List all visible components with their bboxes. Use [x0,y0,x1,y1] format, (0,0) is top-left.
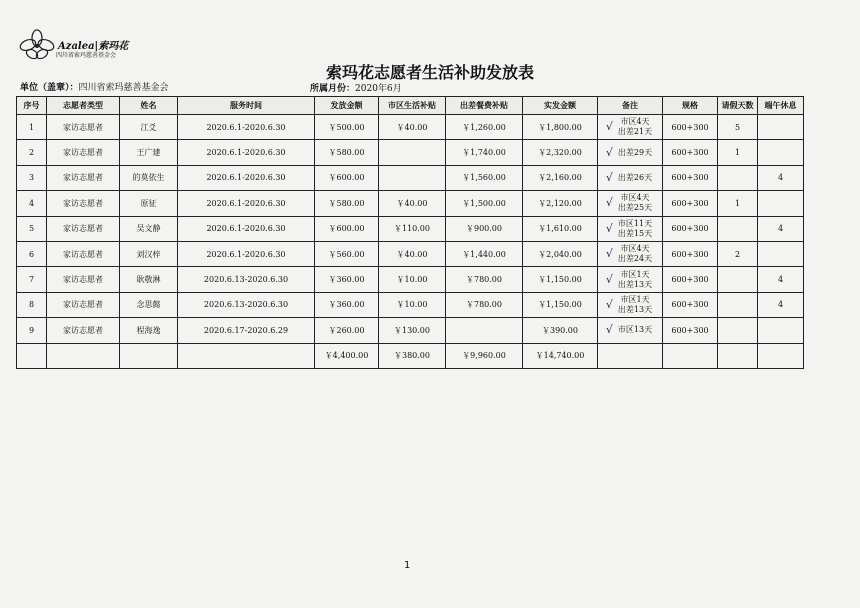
total-amount: ￥4,400.00 [315,343,379,368]
note-line: 出差13天 [617,279,653,289]
cell-city-subsidy: ￥130.00 [379,318,446,343]
cell-actual-amount: ￥1,150.00 [523,292,598,317]
note-line: 出差29天 [617,147,653,157]
cell-actual-amount: ￥390.00 [523,318,598,343]
period-label: 所属月份： [310,84,356,94]
cell-holiday-rest: 4 [758,216,804,241]
check-mark-icon: √ [605,272,613,286]
brand-name: Azalea|索玛花 [58,41,129,52]
note-line: 市区13天 [617,325,653,335]
note-content [605,244,653,264]
table-row [17,115,804,140]
cell-leave-days [718,216,758,241]
note-content [605,294,653,315]
cell-note [598,115,663,140]
cell-note [598,267,663,292]
col-header: 请假天数 [718,97,758,115]
check-mark-icon: √ [605,145,613,159]
cell-actual-amount: ￥2,040.00 [523,241,598,266]
period-line [310,81,402,94]
cell-note [598,318,663,343]
cell-note [598,292,663,317]
page-number: 1 [404,560,411,571]
note-line: 市区1天 [620,294,650,304]
cell-actual-amount: ￥2,160.00 [523,165,598,190]
cell-note [598,191,663,216]
note-content [605,269,653,290]
table-row [17,191,804,216]
cell-travel-subsidy: ￥1,500.00 [446,191,523,216]
cell-leave-days: 1 [718,191,758,216]
cell-travel-subsidy: ￥1,260.00 [446,115,523,140]
cell-name: 原征 [120,191,178,216]
cell-name: 王广建 [120,140,178,165]
cell-service-period: 2020.6.1-2020.6.30 [178,140,315,165]
total-empty-cell [663,343,718,368]
table-body [17,115,804,369]
cell-name: 的莫依生 [120,165,178,190]
total-travel: ￥9,960.00 [446,343,523,368]
cell-amount: ￥600.00 [315,165,379,190]
total-city: ￥380.00 [379,343,446,368]
cell-seq: 7 [17,267,47,292]
total-empty-cell [120,343,178,368]
note-content [605,323,653,337]
cell-name: 念思懿 [120,292,178,317]
note-content [605,218,653,239]
cell-volunteer-type: 家访志愿者 [47,241,120,266]
cell-seq: 5 [17,216,47,241]
subsidy-table [16,96,804,369]
cell-holiday-rest [758,140,804,165]
cell-seq: 4 [17,191,47,216]
period-value: 2020年6月 [355,84,402,94]
cell-holiday-rest [758,241,804,266]
cell-city-subsidy: ￥110.00 [379,216,446,241]
note-line: 市区4天 [620,193,650,203]
cell-spec: 600+300 [663,216,718,241]
cell-travel-subsidy: ￥900.00 [446,216,523,241]
cell-name: 程海逸 [120,318,178,343]
check-mark-icon: √ [605,247,613,261]
cell-travel-subsidy [446,318,523,343]
cell-service-period: 2020.6.13-2020.6.30 [178,267,315,292]
cell-service-period: 2020.6.1-2020.6.30 [178,241,315,266]
note-line: 出差21天 [617,127,653,137]
cell-travel-subsidy: ￥1,740.00 [446,140,523,165]
cell-leave-days: 2 [718,241,758,266]
brand-logo [18,28,138,62]
note-line: 出差24天 [617,254,653,264]
cell-city-subsidy [379,165,446,190]
cell-volunteer-type: 家访志愿者 [47,292,120,317]
note-line: 市区11天 [617,218,653,228]
table-row [17,140,804,165]
cell-volunteer-type: 家访志愿者 [47,165,120,190]
cell-holiday-rest [758,318,804,343]
cell-volunteer-type: 家访志愿者 [47,216,120,241]
cell-service-period: 2020.6.1-2020.6.30 [178,115,315,140]
cell-volunteer-type: 家访志愿者 [47,267,120,292]
cell-note [598,140,663,165]
table-row [17,216,804,241]
brand-subtitle: 四川省索玛慈善基金会 [56,52,117,59]
cell-volunteer-type: 家访志愿者 [47,318,120,343]
cell-volunteer-type: 家访志愿者 [47,140,120,165]
cell-name: 江爻 [120,115,178,140]
cell-leave-days [718,267,758,292]
cell-seq: 6 [17,241,47,266]
note-line: 出差25天 [617,203,653,213]
cell-city-subsidy: ￥40.00 [379,241,446,266]
cell-spec: 600+300 [663,241,718,266]
check-mark-icon: √ [605,221,613,235]
col-header: 出差餐费补贴 [446,97,523,115]
cell-spec: 600+300 [663,267,718,292]
total-actual: ￥14,740.00 [523,343,598,368]
note-content [605,117,653,137]
cell-note [598,216,663,241]
cell-leave-days [718,318,758,343]
col-header: 姓名 [120,97,178,115]
cell-travel-subsidy: ￥1,560.00 [446,165,523,190]
cell-amount: ￥580.00 [315,140,379,165]
cell-seq: 3 [17,165,47,190]
table-row [17,267,804,292]
cell-travel-subsidy: ￥1,440.00 [446,241,523,266]
col-header: 志愿者类型 [47,97,120,115]
cell-service-period: 2020.6.17-2020.6.29 [178,318,315,343]
table-row [17,292,804,317]
cell-actual-amount: ￥1,150.00 [523,267,598,292]
col-header: 端午休息 [758,97,804,115]
unit-value: 四川省索玛慈善基金会 [78,83,169,93]
cell-amount: ￥580.00 [315,191,379,216]
cell-name: 吴文静 [120,216,178,241]
cell-leave-days [718,165,758,190]
col-header: 服务时间 [178,97,315,115]
cell-travel-subsidy: ￥780.00 [446,292,523,317]
col-header: 规格 [663,97,718,115]
cell-service-period: 2020.6.1-2020.6.30 [178,191,315,216]
check-mark-icon: √ [605,297,613,311]
cell-actual-amount: ￥2,120.00 [523,191,598,216]
total-empty-cell [718,343,758,368]
cell-spec: 600+300 [663,191,718,216]
cell-service-period: 2020.6.1-2020.6.30 [178,165,315,190]
totals-row [17,343,804,368]
cell-service-period: 2020.6.1-2020.6.30 [178,216,315,241]
document-title: 索玛花志愿者生活补助发放表 [325,63,534,82]
col-header: 序号 [17,97,47,115]
cell-seq: 2 [17,140,47,165]
cell-note [598,241,663,266]
note-line: 市区1天 [620,269,650,279]
cell-amount: ￥560.00 [315,241,379,266]
cell-actual-amount: ￥1,800.00 [523,115,598,140]
check-mark-icon: √ [605,196,613,210]
col-header: 发放金额 [315,97,379,115]
cell-travel-subsidy: ￥780.00 [446,267,523,292]
cell-holiday-rest [758,191,804,216]
note-line: 市区4天 [620,117,650,127]
cell-leave-days [718,292,758,317]
col-header: 市区生活补贴 [379,97,446,115]
note-line: 出差13天 [617,304,653,314]
cell-actual-amount: ￥2,320.00 [523,140,598,165]
note-content [605,170,653,184]
cell-holiday-rest [758,115,804,140]
note-line: 出差26天 [617,172,653,182]
cell-leave-days: 1 [718,140,758,165]
table-row [17,318,804,343]
table-header-row [17,97,804,115]
cell-spec: 600+300 [663,292,718,317]
total-empty-cell [598,343,663,368]
cell-note [598,165,663,190]
cell-volunteer-type: 家访志愿者 [47,191,120,216]
azalea-flower-icon [18,28,56,62]
cell-spec: 600+300 [663,140,718,165]
unit-label: 单位（盖章）： [20,83,79,93]
col-header: 实发金额 [523,97,598,115]
cell-amount: ￥500.00 [315,115,379,140]
total-empty-cell [17,343,47,368]
check-mark-icon: √ [605,120,613,134]
cell-city-subsidy [379,140,446,165]
note-line: 市区4天 [620,244,650,254]
cell-city-subsidy: ￥40.00 [379,191,446,216]
note-content [605,193,653,213]
cell-spec: 600+300 [663,115,718,140]
cell-seq: 8 [17,292,47,317]
cell-seq: 9 [17,318,47,343]
cell-name: 刘汉梓 [120,241,178,266]
total-empty-cell [758,343,804,368]
cell-city-subsidy: ￥40.00 [379,115,446,140]
cell-amount: ￥360.00 [315,292,379,317]
cell-spec: 600+300 [663,318,718,343]
table-row [17,165,804,190]
cell-name: 耿敬淋 [120,267,178,292]
cell-amount: ￥360.00 [315,267,379,292]
cell-city-subsidy: ￥10.00 [379,267,446,292]
check-mark-icon: √ [605,170,613,184]
cell-city-subsidy: ￥10.00 [379,292,446,317]
total-empty-cell [47,343,120,368]
unit-line [20,80,169,93]
cell-holiday-rest: 4 [758,165,804,190]
note-line: 出差15天 [617,228,653,238]
table-row [17,241,804,266]
cell-spec: 600+300 [663,165,718,190]
cell-actual-amount: ￥1,610.00 [523,216,598,241]
cell-seq: 1 [17,115,47,140]
cell-amount: ￥600.00 [315,216,379,241]
cell-holiday-rest: 4 [758,292,804,317]
check-mark-icon: √ [605,323,613,337]
cell-amount: ￥260.00 [315,318,379,343]
cell-leave-days: 5 [718,115,758,140]
cell-holiday-rest: 4 [758,267,804,292]
col-header: 备注 [598,97,663,115]
cell-volunteer-type: 家访志愿者 [47,115,120,140]
total-empty-cell [178,343,315,368]
note-content [605,145,653,159]
cell-service-period: 2020.6.13-2020.6.30 [178,292,315,317]
